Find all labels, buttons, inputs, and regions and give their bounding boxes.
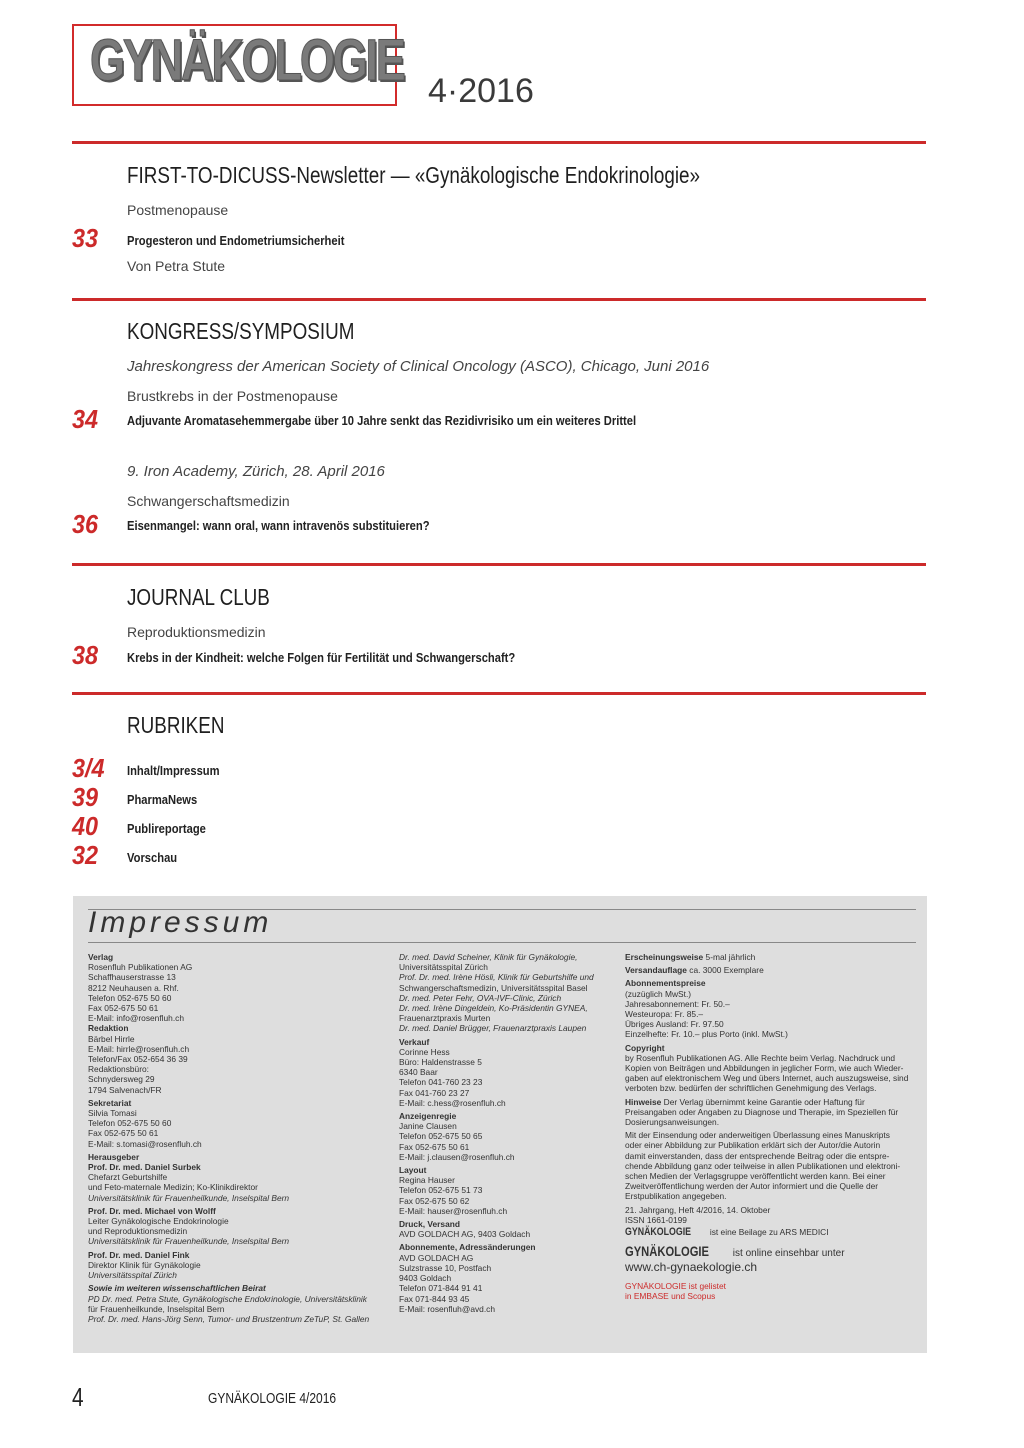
text-line: in EMBASE und Scopus bbox=[625, 1291, 716, 1302]
abo-lines bbox=[625, 989, 925, 1040]
impressum-line: Telefon/Fax 052-654 36 39 bbox=[88, 1054, 188, 1065]
impressum-line: Rosenfluh Publikationen AG bbox=[88, 962, 193, 973]
impressum-line: Schaffhauserstrasse 13 bbox=[88, 972, 176, 983]
section-title-journal-club: JOURNAL CLUB bbox=[127, 584, 270, 610]
text-line: Westeuropa: Fr. 85.– bbox=[625, 1009, 704, 1020]
footer-journal-title: GYNÄKOLOGIE 4/2016 bbox=[208, 1390, 337, 1407]
page-number: 3/4 bbox=[72, 753, 105, 783]
impressum-line: Dr. med. Irène Dingeldein, Ko-Präsidentin GYNEA, bbox=[399, 1003, 588, 1014]
impressum-line: Sowie im weiteren wissenschaftlichen Beirat bbox=[88, 1283, 266, 1294]
impressum-line: 6340 Baar bbox=[399, 1067, 438, 1078]
text-line: Hinweise Der Verlag übernimmt keine Garantie oder Haftung für bbox=[625, 1096, 865, 1107]
text-line: Übriges Ausland: Fr. 97.50 bbox=[625, 1019, 724, 1030]
impressum-line: AVD GOLDACH AG, 9403 Goldach bbox=[399, 1229, 531, 1240]
issue-number: 4·2016 bbox=[428, 72, 534, 110]
brand-wordmark: GYNÄKOLOGIE bbox=[625, 1243, 710, 1260]
online-text: ist online einsehbar unter bbox=[732, 1248, 845, 1260]
label: Erscheinungsweise bbox=[625, 952, 704, 962]
impressum-line: E-Mail: hirrle@rosenfluh.ch bbox=[88, 1043, 190, 1054]
text-line: (zuzüglich MwSt.) bbox=[625, 988, 692, 999]
article-title[interactable]: Eisenmangel: wann oral, wann intravenös substituieren? bbox=[127, 518, 430, 533]
journal-logo: GYNÄKOLOGIE bbox=[90, 28, 404, 93]
impressum-line: Dr. med. Peter Fehr, OVA-IVF-Clinic, Zürich bbox=[399, 992, 562, 1003]
article-category: Brustkrebs in der Postmenopause bbox=[127, 388, 338, 404]
beilage-text: ist eine Beilage zu ARS MEDICI bbox=[709, 1227, 829, 1238]
impressum-line: Schwangerschaftsmedizin, Universitätsspital Basel bbox=[399, 982, 588, 993]
page-number: 32 bbox=[72, 840, 99, 870]
impressum-line: Redaktion bbox=[88, 1023, 129, 1034]
impressum-line: und Feto-maternale Medizin; Ko-Klinikdirektor bbox=[88, 1182, 258, 1193]
hinweise-text bbox=[625, 1097, 925, 1128]
impressum-line: Leiter Gynäkologische Endokrinologie bbox=[88, 1216, 229, 1227]
impressum-line: Telefon 052-675 50 60 bbox=[88, 1118, 172, 1129]
impressum-line: Bärbel Hirrle bbox=[88, 1033, 135, 1044]
impressum-line: Prof. Dr. med. Michael von Wolff bbox=[88, 1205, 216, 1216]
text-line: gaben auf elektronischem Weg und übers Internet, auch auszugsweise, sind bbox=[625, 1073, 909, 1084]
impressum-line: Fax 071-844 93 45 bbox=[399, 1293, 470, 1304]
impressum-line: Janine Clausen bbox=[399, 1121, 457, 1132]
impressum-line: Fax 041-760 23 27 bbox=[399, 1087, 470, 1098]
page-number: 39 bbox=[72, 782, 99, 812]
impressum-line: Universitätsspital Zürich bbox=[399, 962, 488, 973]
impressum-line: Prof. Dr. med. Daniel Surbek bbox=[88, 1162, 201, 1173]
page-number: 40 bbox=[72, 811, 99, 841]
event-name: Jahreskongress der American Society of Clinical Oncology (ASCO), Chicago, Juni 2016 bbox=[127, 358, 710, 375]
copyright-text bbox=[625, 1053, 925, 1094]
text-line: Kopien von Beiträgen und Abbildungen in jeglicher Form, wie auch Wieder- bbox=[625, 1063, 904, 1074]
impressum-line: Telefon 052-675 51 73 bbox=[399, 1185, 483, 1196]
impressum-column-2 bbox=[399, 952, 615, 1314]
impressum-line: Direktor Klinik für Gynäkologie bbox=[88, 1259, 201, 1270]
page-number: 33 bbox=[72, 223, 99, 253]
impressum-line: Telefon 052-675 50 60 bbox=[88, 992, 172, 1003]
value: ca. 3000 Exemplare bbox=[689, 965, 764, 976]
impressum-line: Anzeigenregie bbox=[399, 1111, 457, 1122]
section-title-rubriken: RUBRIKEN bbox=[127, 712, 225, 738]
impressum-line: E-Mail: info@rosenfluh.ch bbox=[88, 1013, 185, 1024]
impressum-line: Telefon 041-760 23 23 bbox=[399, 1077, 483, 1088]
impressum-line: für Frauenheilkunde, Inselspital Bern bbox=[88, 1303, 225, 1314]
impressum-line: Universitätsspital Zürich bbox=[88, 1270, 177, 1281]
text-line: Mit der Einsendung oder anderweitigen Überlassung eines Manuskripts bbox=[625, 1130, 890, 1141]
text-line: Jahresabonnement: Fr. 50.– bbox=[625, 998, 730, 1009]
page-number: 38 bbox=[72, 640, 99, 670]
impressum-line: Telefon 071-844 91 41 bbox=[399, 1283, 483, 1294]
rubrik-title[interactable]: PharmaNews bbox=[127, 792, 198, 807]
section-divider bbox=[72, 692, 926, 695]
impressum-line: Corinne Hess bbox=[399, 1046, 450, 1057]
label: Hinweise bbox=[625, 1096, 662, 1107]
impressum-line: Universitätsklinik für Frauenheilkunde, Inselspital Bern bbox=[88, 1192, 290, 1203]
impressum-line: Fax 052-675 50 61 bbox=[88, 1003, 159, 1014]
impressum-line: Regina Hauser bbox=[399, 1175, 455, 1186]
label: Copyright bbox=[625, 1042, 665, 1053]
impressum-line: Prof. Dr. med. Daniel Fink bbox=[88, 1249, 190, 1260]
website-link[interactable]: www.ch-gynaekologie.ch bbox=[625, 1260, 758, 1275]
impressum-column-1 bbox=[88, 952, 388, 1324]
text-line: oder einer Abbildung zur Publikation erklärt sich der Autor/die Autorin bbox=[625, 1140, 881, 1151]
impressum-line: Abonnemente, Adressänderungen bbox=[399, 1242, 536, 1253]
rubrik-title[interactable]: Vorschau bbox=[127, 850, 178, 865]
article-category: Reproduktionsmedizin bbox=[127, 624, 266, 640]
article-category: Postmenopause bbox=[127, 202, 229, 218]
section-divider bbox=[72, 141, 926, 144]
impressum-line: Fax 052-675 50 61 bbox=[399, 1141, 470, 1152]
section-title-newsletter: FIRST-TO-DICUSS-Newsletter — «Gynäkologische Endokrinologie» bbox=[127, 162, 701, 188]
impressum-line: Büro: Haldenstrasse 5 bbox=[399, 1057, 482, 1068]
article-author: Von Petra Stute bbox=[127, 258, 226, 274]
impressum-line: 9403 Goldach bbox=[399, 1273, 452, 1284]
value: 5-mal jährlich bbox=[705, 952, 756, 962]
text-line: by Rosenfluh Publikationen AG. Alle Rechte beim Verlag. Nachdruck und bbox=[625, 1052, 896, 1063]
impressum-line: 1794 Salvenach/FR bbox=[88, 1084, 162, 1095]
text-line: Erstpublikation angegeben. bbox=[625, 1191, 727, 1202]
impressum-line: Dr. med. David Scheiner, Klinik für Gynäkologie, bbox=[399, 952, 578, 962]
text-line: schen Medien der Verlagsgruppe veröffentlicht werden kann. Bei einer bbox=[625, 1171, 886, 1182]
impressum-line: Dr. med. Daniel Brügger, Frauenarztpraxis Laupen bbox=[399, 1023, 587, 1034]
text-line: GYNÄKOLOGIE ist gelistet bbox=[625, 1281, 726, 1292]
label: Versandauflage bbox=[625, 965, 687, 976]
footer-page-number: 4 bbox=[72, 1382, 84, 1412]
text-line: damit einverstanden, dass der entsprechende Beitrag oder die entspre- bbox=[625, 1150, 890, 1161]
impressum-line: Verlag bbox=[88, 952, 114, 962]
issn: ISSN 1661-0199 bbox=[625, 1214, 687, 1225]
article-category: Schwangerschaftsmedizin bbox=[127, 493, 290, 509]
article-title[interactable]: Krebs in der Kindheit: welche Folgen für Fertilität und Schwangerschaft? bbox=[127, 650, 516, 665]
text-line: Preisangaben oder Angaben zu Diagnose und Therapie, im Speziellen für bbox=[625, 1106, 899, 1117]
rubrik-title[interactable]: Publireportage bbox=[127, 821, 206, 836]
impressum-line: E-Mail: rosenfluh@avd.ch bbox=[399, 1303, 496, 1314]
impressum-line: Prof. Dr. med. Hans-Jörg Senn, Tumor- und Brustzentrum ZeTuP, St. Gallen bbox=[88, 1313, 370, 1324]
impressum-line: Verkauf bbox=[399, 1036, 430, 1047]
article-title[interactable]: Adjuvante Aromatasehemmergabe über 10 Jahre senkt das Rezidivrisiko um ein weiteres Drittel bbox=[127, 413, 637, 428]
impressum-line: Redaktionsbüro: bbox=[88, 1064, 149, 1075]
impressum-line: AVD GOLDACH AG bbox=[399, 1252, 474, 1263]
impressum-line: Silvia Tomasi bbox=[88, 1108, 137, 1119]
impressum-rule-bottom bbox=[88, 942, 916, 943]
impressum-column-3 bbox=[625, 952, 925, 1302]
impressum-line: Chefarzt Geburtshilfe bbox=[88, 1172, 168, 1183]
brand-wordmark: GYNÄKOLOGIE bbox=[625, 1226, 692, 1239]
section-divider bbox=[72, 563, 926, 566]
impressum-line: E-Mail: c.hess@rosenfluh.ch bbox=[399, 1097, 506, 1108]
impressum-line: Fax 052-675 50 61 bbox=[88, 1128, 159, 1139]
impressum-line: Prof. Dr. med. Irène Hösli, Klinik für Geburtshilfe und bbox=[399, 972, 594, 983]
einsendung-text bbox=[625, 1130, 925, 1201]
text-line: Einzelhefte: Fr. 10.– plus Porto (inkl. MwSt.) bbox=[625, 1029, 788, 1040]
article-title[interactable]: Progesteron und Endometriumsicherheit bbox=[127, 233, 345, 248]
impressum-line: E-Mail: s.tomasi@rosenfluh.ch bbox=[88, 1138, 202, 1149]
impressum-line: Fax 052-675 50 62 bbox=[399, 1195, 470, 1206]
text-line: chende Abbildung ganz oder teilweise in allen Publikationen und elektroni- bbox=[625, 1160, 901, 1171]
text-line: Dosierungsanweisungen. bbox=[625, 1117, 720, 1128]
label: Abonnementspreise bbox=[625, 978, 706, 989]
impressum-line: Universitätsklinik für Frauenheilkunde, Inselspital Bern bbox=[88, 1236, 290, 1247]
impressum-line: Layout bbox=[399, 1165, 427, 1176]
impressum-title: Impressum bbox=[88, 906, 273, 939]
impressum-line: E-Mail: hauser@rosenfluh.ch bbox=[399, 1205, 508, 1216]
jahrgang: 21. Jahrgang, Heft 4/2016, 14. Oktober bbox=[625, 1204, 771, 1215]
impressum-line: 8212 Neuhausen a. Rhf. bbox=[88, 982, 179, 993]
page-number: 36 bbox=[72, 509, 99, 539]
section-title-kongress: KONGRESS/SYMPOSIUM bbox=[127, 318, 355, 344]
impressum-line: Herausgeber bbox=[88, 1151, 140, 1162]
impressum-line: PD Dr. med. Petra Stute, Gynäkologische Endokrinologie, Universitätsklinik bbox=[88, 1293, 367, 1304]
impressum-line: Sekretariat bbox=[88, 1097, 132, 1108]
text-line: verboten bzw. bedürfen der schriftlichen Genehmigung des Verlags. bbox=[625, 1083, 877, 1094]
gelistet-text bbox=[625, 1281, 925, 1301]
impressum-line: Telefon 052-675 50 65 bbox=[399, 1131, 483, 1142]
impressum-line: Druck, Versand bbox=[399, 1219, 460, 1230]
impressum-line: und Reproduktionsmedizin bbox=[88, 1226, 188, 1237]
section-divider bbox=[72, 298, 926, 301]
impressum-line: Frauenarztpraxis Murten bbox=[399, 1013, 491, 1024]
text-line: Zweitveröffentlichung werden der Autor informiert und die Quelle der bbox=[625, 1181, 879, 1192]
rubrik-title[interactable]: Inhalt/Impressum bbox=[127, 763, 220, 778]
page-number: 34 bbox=[72, 404, 99, 434]
event-name: 9. Iron Academy, Zürich, 28. April 2016 bbox=[127, 463, 385, 480]
impressum-line: Sulzstrasse 10, Postfach bbox=[399, 1262, 492, 1273]
impressum-line: Schnydersweg 29 bbox=[88, 1074, 155, 1085]
impressum-line: E-Mail: j.clausen@rosenfluh.ch bbox=[399, 1151, 515, 1162]
